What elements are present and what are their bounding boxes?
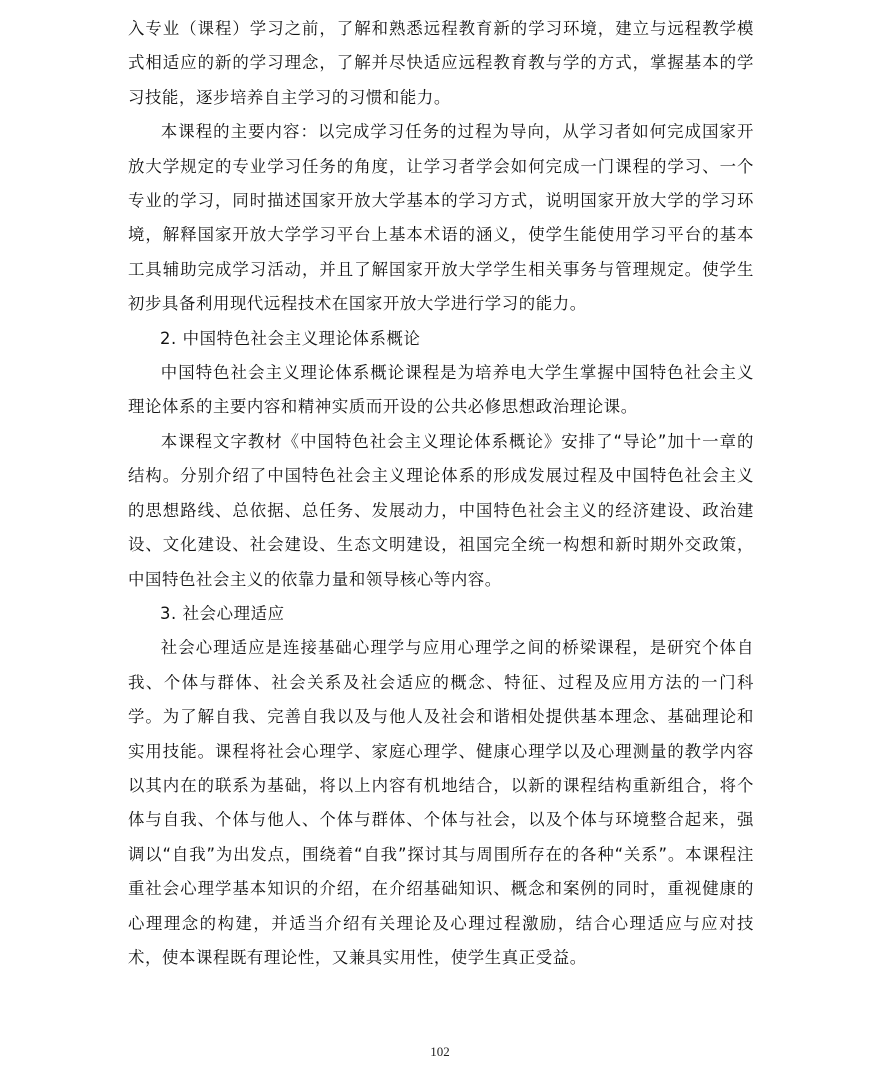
page-body <box>128 12 754 975</box>
paragraph-continuation: 入专业（课程）学习之前，了解和熟悉远程教育新的学习环境，建立与远程教学模式相适应的新的学习理念，了解并尽快适应远程教育教与学的方式，掌握基本的学习技能，逐步培养自主学习的习惯和能力。 <box>128 19 754 107</box>
page-number: 102 <box>430 1044 450 1059</box>
paragraph-theory-intro: 中国特色社会主义理论体系概论课程是为培养电大学生掌握中国特色社会主义理论体系的主要内容和精神实质而开设的公共必修思想政治理论课。 <box>128 363 754 417</box>
section-heading-3: 3. 社会心理适应 <box>160 603 285 623</box>
section-heading-2: 2. 中国特色社会主义理论体系概论 <box>160 328 421 348</box>
paragraph-theory-textbook: 本课程文字教材《中国特色社会主义理论体系概论》安排了“导论”加十一章的结构。分别介绍了中国特色社会主义理论体系的形成发展过程及中国特色社会主义的思想路线、总依据、总任务、发展动力，中国特色社会主义的经济建设、政治建设、文化建设、社会建设、生态文明建设，祖国完全统一构想和新时期外交政策，中国特色社会主义的依靠力量和领导核心等内容。 <box>128 431 754 589</box>
paragraph-social-psychology: 社会心理适应是连接基础心理学与应用心理学之间的桥梁课程，是研究个体自我、个体与群体、社会关系及社会适应的概念、特征、过程及应用方法的一门科学。为了解自我、完善自我以及与他人及社会和谐相处提供基本理念、基础理论和实用技能。课程将社会心理学、家庭心理学、健康心理学以及心理测量的教学内容以其内在的联系为基础，将以上内容有机地结合，以新的课程结构重新组合，将个体与自我、个体与他人、个体与群体、个体与社会，以及个体与环境整合起来，强调以“自我”为出发点，围绕着“自我”探讨其与周围所存在的各种“关系”。本课程注重社会心理学基本知识的介绍，在介绍基础知识、概念和案例的同时，重视健康的心理理念的构建，并适当介绍有关理论及心理过程激励，结合心理适应与应对技术，使本课程既有理论性，又兼具实用性，使学生真正受益。 <box>128 638 754 967</box>
paragraph-course-content: 本课程的主要内容：以完成学习任务的过程为导向，从学习者如何完成国家开放大学规定的专业学习任务的角度，让学习者学会如何完成一门课程的学习、一个专业的学习，同时描述国家开放大学基本的学习方式，说明国家开放大学的学习环境，解释国家开放大学学习平台上基本术语的涵义，使学生能使用学习平台的基本工具辅助完成学习活动，并且了解国家开放大学学生相关事务与管理规定。使学生初步具备利用现代远程技术在国家开放大学进行学习的能力。 <box>128 122 754 314</box>
